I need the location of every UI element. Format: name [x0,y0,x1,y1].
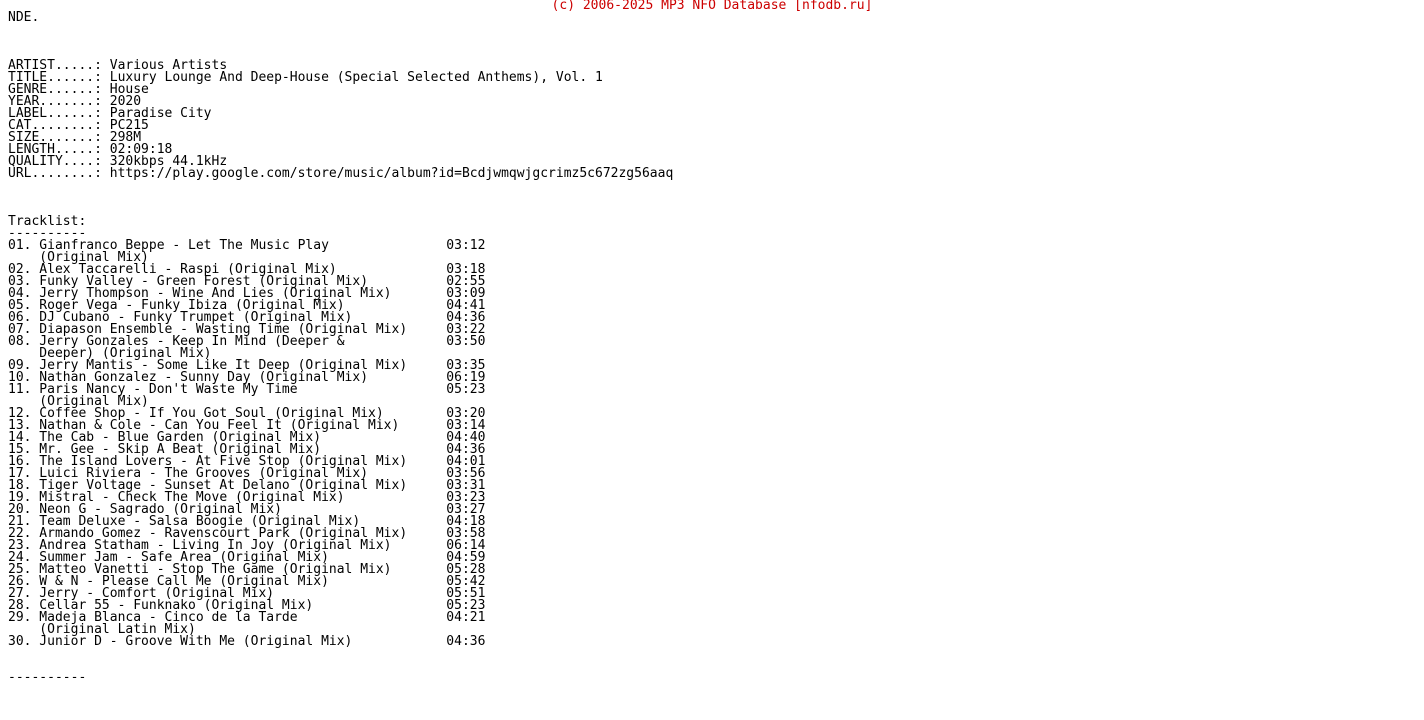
nfo-line: GENRE......: House [8,82,149,97]
nfo-line: SIZE.......: 298M [8,130,142,145]
nfo-line: 10. Nathan Gonzalez - Sunny Day (Original Mix) 06:19 [8,370,486,385]
nfo-line: 04. Jerry Thompson - Wine And Lies (Original Mix) 03:09 [8,286,486,301]
nfo-line: URL........: https://play.google.com/store/music/album?id=Bcdjwmqwjgcrimz5c672zg56aaq [8,166,674,181]
nfo-line: LABEL......: Paradise City [8,106,212,121]
nfo-line: 30. Junior D - Groove With Me (Original Mix) 04:36 [8,634,486,649]
nfo-line: 27. Jerry - Comfort (Original Mix) 05:51 [8,586,486,601]
nfo-line: (Original Latin Mix) [8,622,196,637]
nfo-line: 06. DJ Cubano - Funky Trumpet (Original Mix) 04:36 [8,310,486,325]
nfo-line: 12. Coffee Shop - If You Got Soul (Original Mix) 03:20 [8,406,486,421]
nfo-line: ---------- [8,670,87,685]
nfo-line: 25. Matteo Vanetti - Stop The Game (Original Mix) 05:28 [8,562,486,577]
nfo-line: Tracklist: [8,214,87,229]
nfo-line: 28. Cellar 55 - Funknako (Original Mix) 05:23 [8,598,486,613]
nfo-text-block [8,12,673,684]
nfo-line: 26. W & N - Please Call Me (Original Mix) 05:42 [8,574,486,589]
nfo-line: 16. The Island Lovers - At Five Stop (Original Mix) 04:01 [8,454,486,469]
nfo-line: 07. Diapason Ensemble - Wasting Time (Original Mix) 03:22 [8,322,486,337]
nfo-line: 13. Nathan & Cole - Can You Feel It (Original Mix) 03:14 [8,418,486,433]
nfo-line: (Original Mix) [8,394,149,409]
nfo-line: 14. The Cab - Blue Garden (Original Mix) 04:40 [8,430,486,445]
nfo-line: 21. Team Deluxe - Salsa Boogie (Original Mix) 04:18 [8,514,486,529]
nfo-line: 01. Gianfranco Beppe - Let The Music Play 03:12 [8,238,486,253]
nfo-line: 24. Summer Jam - Safe Area (Original Mix) 04:59 [8,550,486,565]
nfo-line: NDE. [8,10,40,25]
nfo-line: 09. Jerry Mantis - Some Like It Deep (Original Mix) 03:35 [8,358,486,373]
nfo-line: 02. Alex Taccarelli - Raspi (Original Mix) 03:18 [8,262,486,277]
nfodb-copyright-link[interactable]: (c) 2006-2025 MP3 NFO Database [nfodb.ru] [551,0,873,13]
nfo-line: (Original Mix) [8,250,149,265]
nfo-line: 20. Neon G - Sagrado (Original Mix) 03:27 [8,502,486,517]
nfo-line: 29. Madeja Blanca - Cinco de la Tarde 04:21 [8,610,486,625]
nfo-line: 23. Andrea Statham - Living In Joy (Original Mix) 06:14 [8,538,486,553]
nfo-line: YEAR.......: 2020 [8,94,142,109]
nfo-line: 03. Funky Valley - Green Forest (Original Mix) 02:55 [8,274,486,289]
nfo-line: 19. Mistral - Check The Move (Original Mix) 03:23 [8,490,486,505]
nfo-line: ARTIST.....: Various Artists [8,58,228,73]
nfo-line: QUALITY....: 320kbps 44.1kHz [8,154,228,169]
nfo-line: 22. Armando Gomez - Ravenscourt Park (Original Mix) 03:58 [8,526,486,541]
nfo-line: 17. Luici Riviera - The Grooves (Original Mix) 03:56 [8,466,486,481]
nfo-line: 08. Jerry Gonzales - Keep In Mind (Deeper & 03:50 [8,334,486,349]
nfo-line: 18. Tiger Voltage - Sunset At Delano (Original Mix) 03:31 [8,478,486,493]
nfo-line: LENGTH.....: 02:09:18 [8,142,173,157]
nfo-line: CAT........: PC215 [8,118,149,133]
nfo-line: 11. Paris Nancy - Don't Waste My Time 05:23 [8,382,486,397]
nfo-line: TITLE......: Luxury Lounge And Deep-House (Special Selected Anthems), Vol. 1 [8,70,603,85]
nfo-line: ---------- [8,226,87,241]
nfo-line: 05. Roger Vega - Funky Ibiza (Original Mix) 04:41 [8,298,486,313]
nfo-line: 15. Mr. Gee - Skip A Beat (Original Mix) 04:36 [8,442,486,457]
nfo-line: Deeper) (Original Mix) [8,346,212,361]
